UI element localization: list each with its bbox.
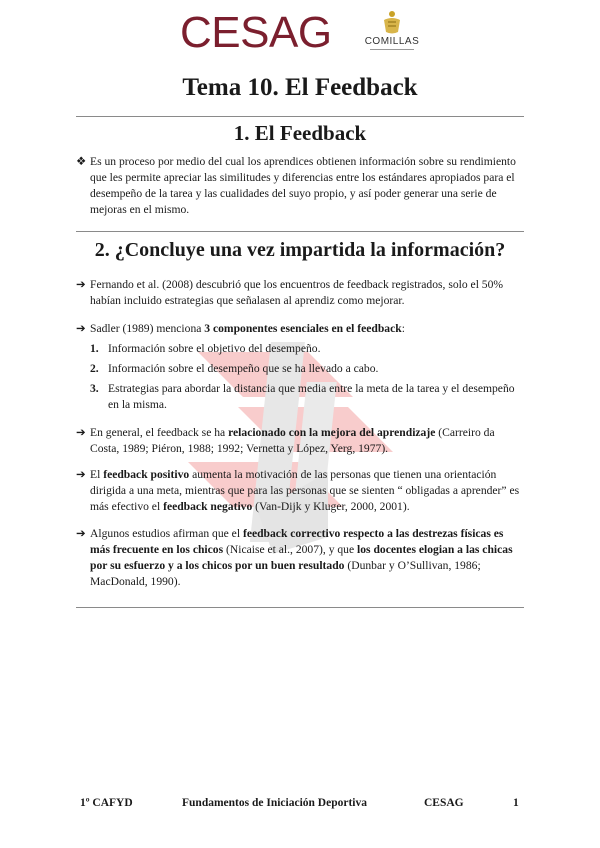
section-1-heading: 1. El Feedback: [233, 121, 367, 145]
text-run: (Van-Dijk y Kluger, 2000, 2001).: [252, 500, 410, 513]
section-1-bullet: [76, 154, 524, 218]
arrow-bullet-icon: ➔: [76, 426, 86, 439]
diamond-bullet-icon: ❖: [76, 155, 87, 168]
page-title: Tema 10. El Feedback: [182, 74, 418, 101]
text-run: Algunos estudios afirman que el: [90, 527, 243, 540]
text-run: En general, el feedback se ha: [90, 426, 229, 439]
divider: [76, 116, 524, 117]
comillas-seal-icon: [378, 10, 406, 36]
bold-run: los docentes elogian a las chicas por su esfuerzo y a los chicos por un buen resultado: [90, 543, 513, 572]
comillas-logo: [360, 10, 424, 64]
list-text: Información sobre el objetivo del desempeño.: [108, 342, 321, 355]
list-text: Estrategias para abordar la distancia que media entre la meta de la tarea y el desempeño en la misma.: [108, 382, 515, 411]
bold-run: 3 componentes esenciales en el feedback: [204, 322, 402, 335]
divider: [76, 607, 524, 608]
paragraph-estudios: [76, 526, 524, 590]
footer-subject: Fundamentos de Iniciación Deportiva: [182, 797, 367, 809]
arrow-bullet-icon: ➔: [76, 468, 86, 481]
list-item: [90, 381, 522, 413]
section-2-heading: 2. ¿Concluye una vez impartida la información?: [94, 239, 506, 261]
section-1-text: Es un proceso por medio del cual los aprendices obtienen información sobre su rendimiento que les permite apreciar las similitudes y diferencias entre los estándares apropiados para el desempeño de la tarea y las cualidades del suyo propio, y así poder generar una serie de mejoras en el mismo.: [90, 155, 516, 216]
paragraph-sadler: [76, 321, 524, 337]
text-run: (Dunbar y O’Sullivan, 1986; MacDonald, 1990).: [90, 559, 481, 588]
arrow-bullet-icon: ➔: [76, 278, 86, 291]
page-footer: [80, 797, 520, 813]
bold-run: feedback correctivo respecto a las destrezas físicas es más frecuente en los chicos: [90, 527, 504, 556]
text-run: aumenta la motivación de las personas que tienen una orientación dirigida a una meta, mientras que para las personas que se sienten “ obligadas a aprender” es más efectivo el: [90, 468, 520, 513]
list-item: [90, 341, 522, 357]
text-run: :: [401, 322, 405, 335]
list-number: 1.: [90, 342, 99, 355]
text-run: (Carreiro da Costa, 1989; Piéron, 1988; 1992; Vernetta y López, Yerg, 1977).: [90, 426, 495, 455]
list-item: [90, 361, 522, 377]
paragraph-text: Fernando et al. (2008) descubrió que los encuentros de feedback registrados, solo el 50% habían incluido estrategias que señalasen al aprendiz como mejorar.: [90, 278, 504, 307]
paragraph-general: [76, 425, 524, 457]
text-run: (Nicaise et al., 2007), y que: [223, 543, 358, 556]
paragraph-feedback-positivo: [76, 467, 524, 515]
bold-run: feedback positivo: [103, 468, 190, 481]
arrow-bullet-icon: ➔: [76, 322, 86, 335]
footer-institution: CESAG: [424, 797, 464, 809]
divider: [76, 231, 524, 232]
text-run: Sadler (1989) menciona: [90, 322, 205, 335]
list-text: Información sobre el desempeño que se ha llevado a cabo.: [108, 362, 379, 375]
comillas-underline: [370, 49, 414, 50]
paragraph-fernando: [76, 277, 524, 309]
footer-page-number: 1: [513, 797, 519, 809]
cesag-logo: CESAG: [180, 8, 332, 57]
paragraph-text: [90, 526, 524, 590]
arrow-bullet-icon: ➔: [76, 527, 86, 540]
footer-course: 1º CAFYD: [80, 797, 133, 809]
paragraph-text: [90, 467, 524, 515]
comillas-logo-text: COMILLAS: [364, 36, 420, 47]
paragraph-text: [90, 425, 524, 457]
list-number: 2.: [90, 362, 99, 375]
bold-run: feedback negativo: [163, 500, 253, 513]
text-run: El: [90, 468, 104, 481]
paragraph-text: [90, 321, 524, 337]
bold-run: relacionado con la mejora del aprendizaje: [228, 426, 436, 439]
components-list: [90, 341, 522, 417]
list-number: 3.: [90, 382, 99, 395]
